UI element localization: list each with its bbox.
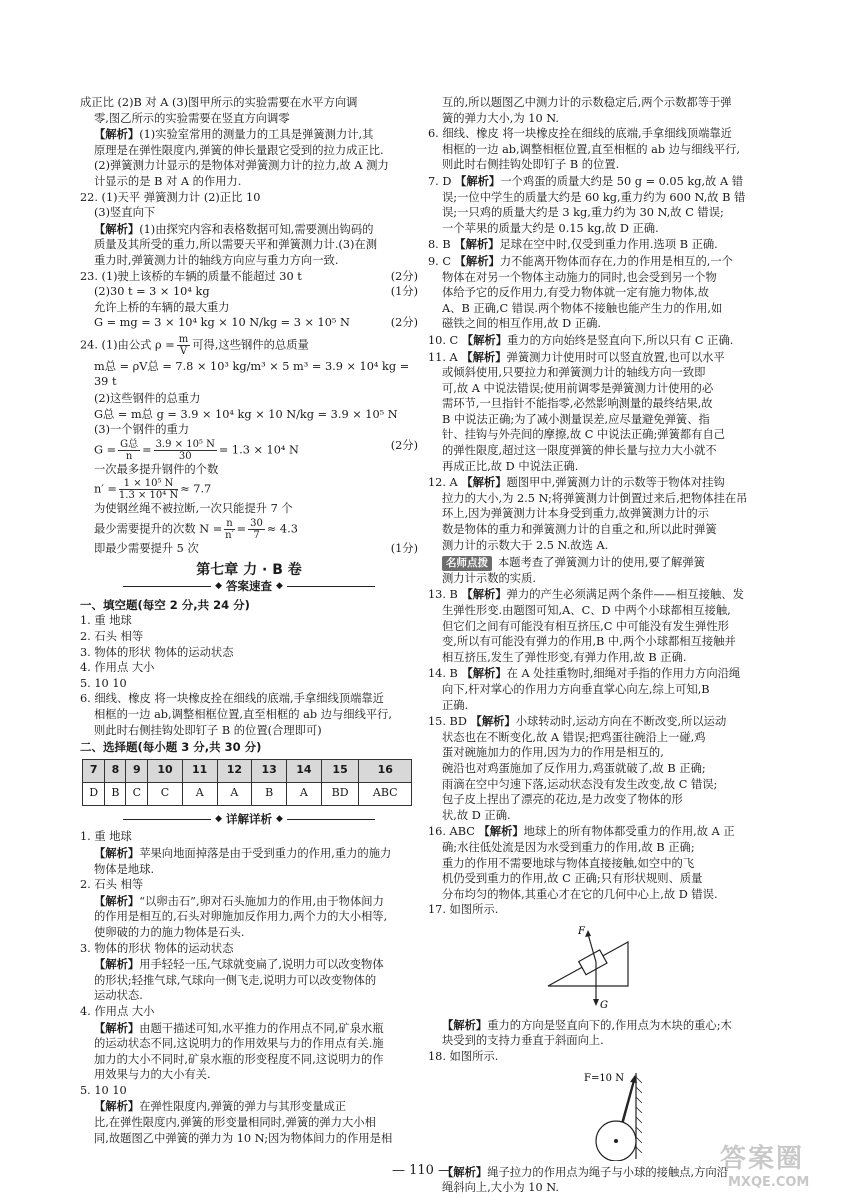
text-line: 状,故 D 正确. — [442, 808, 511, 822]
score: (2分) — [390, 316, 418, 330]
watermark-logo: 答案圈 MXQE.COM — [720, 1144, 810, 1190]
analysis-tag: 【解析】 — [470, 714, 516, 729]
table-header-cell: 16 — [359, 759, 412, 782]
text-line: 相框的一边 ab,调整相框位置,直至相框的 ab 边与细线平行, — [94, 708, 393, 721]
list-item: 4. 作用点 大小 — [80, 1004, 155, 1018]
analysis-tag: 【解析】 — [94, 1099, 140, 1114]
text-line: 包子皮上捏出了漂亮的花边,是力改变了物体的形 — [442, 793, 683, 807]
analysis-line: 【解析】(1)由探究内容和表格数据可知,需要测出钩码的 — [94, 221, 374, 236]
diamond-icon: ◆ — [276, 581, 283, 592]
formula-line: 最少需要提升的次数 N = $\frac{n}{n'}$ = $\frac{30}{7}$ ≈ 4.3 — [94, 518, 298, 542]
analysis-tag: 【解析】 — [454, 253, 500, 268]
formula-line: G = mg = 3 × 10⁴ kg × 10 N/kg = 3 × 10⁵ N (2分) — [94, 316, 418, 330]
rule-line — [123, 586, 211, 587]
text-line: 块受到的支持力垂直于斜面向上. — [442, 1034, 604, 1048]
list-item: 14. B 【解析】在 A 处挂重物时,细绳对手指的作用力方向沿绳 — [428, 666, 741, 681]
list-item: 5. 10 10 — [80, 1083, 127, 1097]
text-line: 需环节,一旦指针不能指零,必然影响测量的最终结果,故 — [442, 397, 713, 411]
table-header-cell: 10 — [148, 759, 183, 782]
text-line: 成正比 (2)B 对 A (3)图甲所示的实验需要在水平方向调 — [80, 96, 358, 109]
list-item: 15. BD 【解析】小球转动时,运动方向在不断改变,所以运动 — [428, 714, 727, 729]
analysis-line: 【解析】用手轻轻一压,气球就变扁了,说明力可以改变物体 — [94, 957, 384, 972]
text-line: 即最少需要提升 5 次 (1分) — [94, 542, 418, 556]
text-line: 雨滴在空中匀速下落,运动状态没有发生改变,故 C 错误; — [442, 777, 718, 791]
analysis-tag: 【解析】 — [461, 666, 507, 681]
list-item: 8. B 【解析】足球在空中时,仅受到重力作用.选项 B 正确. — [428, 237, 718, 252]
analysis-tag: 【解析】 — [94, 845, 140, 860]
list-item: 1. 重 地球 — [80, 830, 132, 844]
list-item: 16. ABC 【解析】地球上的所有物体都受重力的作用,故 A 正 — [428, 824, 735, 839]
text-line: 体给予它的反作用力,有受力物体就一定有施力物体,故 — [442, 286, 710, 300]
list-item: 1. 重 地球 — [80, 614, 132, 628]
formula-line: m总 = ρV总 = 7.8 × 10³ kg/m³ × 5 m³ = 3.9 × 10⁴ kg = 39 t — [94, 359, 410, 388]
fraction: $\frac{\text{G总}}{n}$ — [120, 438, 139, 462]
analysis-tag: 【解析】 — [461, 349, 507, 364]
analysis-line: 【解析】“以卵击石”,卵对石头施加力的作用,由于物体间力 — [94, 893, 384, 908]
text-line: 互的,所以题图乙中测力计的示数稳定后,两个示数都等于弹 — [442, 96, 732, 109]
text-line: (2)30 t = 3 × 10⁴ kg (1分) — [94, 285, 418, 299]
section-heading: 一、填空题(每空 2 分,共 24 分) — [80, 597, 250, 612]
score: (1分) — [390, 542, 418, 556]
page-number: — 110 — — [391, 1163, 452, 1178]
text-line: 分布均匀的物体,其重心才在它的几何中心上,故 D 错误. — [442, 887, 718, 901]
fraction: $\frac{\text{3.9 × 10⁵ N}}{30}$ — [155, 438, 215, 462]
text-line: 物体是地球. — [94, 862, 155, 876]
table-cell: C — [148, 782, 183, 805]
text-line: 运动状态. — [94, 989, 143, 1003]
text-line: 的运动状态不同,这说明力的作用效果与力的作用点有关.施 — [94, 1037, 384, 1051]
table-header-cell: 8 — [105, 759, 126, 782]
text-line: 环上,因为弹簧测力计本身受到重力,故弹簧测力计的示 — [442, 507, 710, 521]
text-line: 相互挤压,发生了弹性形变,有弹力作用,故 B 正确. — [442, 650, 687, 664]
table-header-cell: 15 — [321, 759, 359, 782]
diamond-icon: ◆ — [215, 813, 222, 824]
table-cell: B — [105, 782, 126, 805]
analysis-tag: 【解析】 — [94, 893, 140, 908]
list-item: 10. C 【解析】重力的方向始终是竖直向下,所以只有 C 正确. — [428, 332, 734, 347]
table-header-cell: 14 — [286, 759, 321, 782]
text-line: 状态也在不断变化,故 A 错误;把鸡蛋往碗沿上一碰,鸡 — [442, 730, 706, 744]
text-line: 簧的弹力大小,为 10 N. — [442, 111, 559, 125]
list-item: 2. 石头 相等 — [80, 878, 144, 892]
table-header-cell: 13 — [252, 759, 287, 782]
analysis-tag: 【解析】 — [478, 824, 524, 839]
text-line: 重力时,弹簧测力计的轴线方向应与重力方向一致. — [94, 253, 339, 267]
answer-23: 23. (1)驶上该桥的车辆的质量不能超过 30 t (2分) — [80, 269, 418, 283]
analysis-tag: 【解析】 — [461, 332, 507, 347]
text-line: (3)竖直向下 — [94, 206, 156, 220]
diamond-icon: ◆ — [215, 581, 222, 592]
text-line: 针、挂钩与外壳间的摩擦,故 C 中说法正确;弹簧都有自己 — [442, 428, 726, 442]
formula-line: n′ = $\frac{\text{1 × 10⁵ N}}{\text{1.3 × 10⁴ N}}$ ≈ 7.7 — [94, 478, 212, 502]
formula-line: G = $\frac{\text{G总}}{n}$ = $\frac{\text{3.9 × 10⁵ N}}{30}$ = 1.3 × 10⁴ N (2分) — [94, 438, 418, 462]
force-label: F=10 N — [584, 1072, 624, 1084]
table-header-cell: 11 — [182, 759, 217, 782]
text-line: 用效果与力的大小有关. — [94, 1068, 211, 1082]
formula-line: G总 = m总 g = 3.9 × 10⁴ kg × 10 N/kg = 3.9 × 10⁵ N — [94, 407, 398, 421]
analysis-line: 【解析】由题干描述可知,水平推力的作用点不同,矿泉水瓶 — [94, 1020, 384, 1035]
table-header-cell: 9 — [126, 759, 148, 782]
text-line: 向下,杆对掌心的作用力方向垂直掌心向左,综上可知,B — [442, 682, 710, 696]
analysis-tag: 【解析】 — [461, 587, 507, 602]
analysis-tag: 【解析】 — [442, 1017, 488, 1032]
score: (1分) — [390, 285, 418, 299]
list-item: 11. A 【解析】弹簧测力计使用时可以竖直放置,也可以水平 — [428, 349, 725, 364]
text-line: 蛋对碗施加力的作用,因为力的作用是相互的, — [442, 746, 664, 760]
text-line: (2)弹簧测力计显示的是物体对弹簧测力计的拉力,故 A 测力 — [94, 159, 389, 173]
left-column — [80, 96, 418, 1147]
text-line: 误;一位中学生的质量大约是 60 kg,重力约为 600 N,故 B 错 — [442, 190, 746, 204]
table-header-row — [83, 759, 412, 782]
section-banner: ◆ 详解详析 ◆ — [80, 812, 418, 827]
rule-line — [287, 819, 375, 820]
text-line: 磁铁之间的相互作用,故 D 正确. — [442, 317, 601, 331]
fraction: $\frac{n}{n'}$ — [225, 518, 234, 542]
text-line: 数是物体的重力和弹簧测力计的自重之和,所以此时弹簧 — [442, 523, 717, 537]
text-line: 允许上桥的车辆的最大重力 — [94, 300, 230, 314]
text-line: 误;一只鸡的质量大约是 3 kg,重力约为 30 N,故 C 错误; — [442, 206, 724, 220]
text-line: 再成正比,故 D 中说法正确. — [442, 459, 579, 473]
table-cell: D — [83, 782, 105, 805]
text-line: 的弹性限度,超过这一限度弹簧的伸长量与拉力大小就不 — [442, 444, 717, 458]
table-cell: ABC — [359, 782, 412, 805]
text-line: 生弹性形变.由题图可知,A、C、D 中两个小球都相互接触, — [442, 604, 731, 617]
analysis-tag: 【解析】 — [455, 173, 501, 188]
text-line: 则此时右侧挂钩处即钉子 B 的位置(合理即可) — [94, 723, 322, 737]
fraction: $\frac{30}{7}$ — [250, 518, 263, 542]
force-label-F: F — [578, 925, 585, 937]
section-heading: 二、选择题(每小题 3 分,共 30 分) — [80, 740, 262, 755]
list-item: 2. 石头 相等 — [80, 630, 144, 644]
tip-line: 名师点拨 本题考查了弹簧测力计的使用,要了解弹簧 — [428, 556, 768, 571]
text-line: 重力的作用不需要地球与物体直接接触,如空中的飞 — [442, 856, 695, 870]
text-line: (3)一个钢件的重力 — [94, 423, 190, 437]
text-line: A、B 正确,C 错误.两个物体不接触也能产生力的作用,如 — [442, 301, 723, 315]
incline-force-diagram — [428, 922, 768, 1014]
text-line: 的作用是相互的,石头对卵施加反作用力,两个力的大小相等, — [94, 910, 388, 924]
text-line: 可,故 A 中说法错误;使用前调零是弹簧测力计使用的必 — [442, 381, 714, 395]
text-line: 或倾斜使用,只要拉力和弹簧测力计的轴线方向一致即 — [442, 366, 706, 380]
analysis-tag: 【解析】 — [442, 1164, 488, 1179]
text-line: 一个苹果的质量大约是 0.15 kg,故 D 正确. — [442, 221, 659, 235]
text-line: 使卵破的力的施力物体是石头. — [94, 925, 245, 939]
text-line: 计显示的是 B 对 A 的作用力. — [94, 174, 242, 188]
text-line: 相框的一边 ab,调整相框位置,直至相框的 ab 边与细线平行, — [442, 142, 741, 156]
text-line: 物体在对另一个物体主动施力的同时,也会受到另一个物 — [442, 270, 717, 284]
text-line: 质量及其所受的重力,所以需要天平和弹簧测力计.(3)在测 — [94, 238, 378, 252]
rule-line — [123, 819, 211, 820]
answer-22: 22. (1)天平 弹簧测力计 (2)正比 10 — [80, 190, 261, 204]
table-header-cell: 12 — [217, 759, 252, 782]
text-line: B 中说法正确;为了减小测量误差,应尽量避免弹簧、指 — [442, 412, 710, 426]
analysis-line: 【解析】重力的方向是竖直向下的,作用点为木块的重心;木 — [442, 1017, 732, 1032]
text-line: 比,在弹性限度内,弹簧的形变量相同时,弹簧的弹力大小相 — [94, 1116, 376, 1130]
table-cell: A — [182, 782, 217, 805]
list-item: 3. 物体的形状 物体的运动状态 — [80, 941, 234, 955]
right-column — [428, 96, 768, 1197]
analysis-tag: 【解析】 — [94, 1020, 140, 1035]
table-header-cell: 7 — [83, 759, 105, 782]
score: (2分) — [390, 438, 418, 452]
text-line: 则此时右侧挂钩处即钉子 B 的位置. — [442, 158, 620, 172]
fraction: $\frac{m}{V}$ — [178, 333, 189, 357]
text-line: 确;水往低处流是因为水受到重力的作用,故 B 正确; — [442, 840, 695, 854]
text-line: (2)这些钢件的总重力 — [94, 392, 201, 406]
analysis-tag: 【解析】 — [94, 221, 140, 236]
analysis-tag: 【解析】 — [454, 237, 500, 252]
table-cell: A — [286, 782, 321, 805]
answer-24: 24. (1)由公式 ρ = $\frac{m}{V}$ 可得,这些钢件的总质量 — [80, 333, 309, 357]
table-cell: A — [217, 782, 252, 805]
text-line: 加力的大小不同时,矿泉水瓶的形变程度不同,这说明力的作 — [94, 1052, 384, 1066]
text-line: 一次最多提升钢件的个数 — [94, 462, 219, 476]
table-row — [83, 782, 412, 805]
table-cell: BD — [321, 782, 359, 805]
ball-rope-diagram — [428, 1069, 768, 1161]
list-item: 17. 如图所示. — [428, 903, 499, 917]
text-line: 机仍受到重力的作用,故 C 正确;只有形状规则、质量 — [442, 872, 703, 886]
chapter-title: 第七章 力 · B 卷 — [196, 561, 302, 578]
list-item: 18. 如图所示. — [428, 1050, 499, 1064]
text-line: 碗沿也对鸡蛋施加了反作用力,鸡蛋就破了,故 B 正确; — [442, 761, 706, 775]
list-item: 3. 物体的形状 物体的运动状态 — [80, 645, 234, 659]
text-line: 为使钢丝绳不被拉断,一次只能提升 7 个 — [94, 502, 293, 516]
fraction: $\frac{\text{1 × 10⁵ N}}{\text{1.3 × 10⁴ N}}$ — [118, 478, 179, 502]
list-item: 12. A 【解析】题图甲中,弹簧测力计的示数等于物体对挂钩 — [428, 475, 725, 490]
list-item: 13. B 【解析】弹力的产生必须满足两个条件——相互接触、发 — [428, 587, 744, 602]
text-line: 拉力的大小,为 2.5 N;将弹簧测力计倒置过来后,把物体挂在吊 — [442, 491, 748, 505]
table-cell: C — [126, 782, 148, 805]
text-line: 原理是在弹性限度内,弹簧的伸长量跟它受到的拉力成正比. — [94, 143, 384, 157]
text-line: 正确. — [442, 698, 469, 712]
list-item: 9. C 【解析】力不能离开物体而存在,力的作用是相互的,一个 — [428, 253, 733, 268]
text-line: 绳斜向上,大小为 10 N. — [442, 1181, 559, 1195]
diamond-icon: ◆ — [276, 813, 283, 824]
tip-badge: 名师点拨 — [442, 556, 492, 571]
analysis-tag: 【解析】 — [94, 127, 140, 142]
analysis-line: 【解析】绳子拉力的作用点为绳子与小球的接触点,方向沿 — [442, 1164, 729, 1179]
analysis-line: 【解析】在弹性限度内,弹簧的弹力与其形变量成正 — [94, 1099, 347, 1114]
text-line: 但它们之间有可能没有相互挤压,C 中可能没有发生弹性形 — [442, 619, 729, 633]
list-item: 6. 细线、橡皮 将一块橡皮拴在细线的底端,手拿细线顶端靠近 — [428, 127, 732, 141]
section-banner: ◆ 答案速查 ◆ — [80, 579, 418, 594]
text-line: 零,图乙所示的实验需要在竖直方向调零 — [94, 111, 290, 125]
rule-line — [287, 586, 375, 587]
text-line: 测力计的示数大于 2.5 N.故选 A. — [442, 538, 609, 552]
score: (2分) — [390, 269, 418, 283]
table-cell: B — [252, 782, 287, 805]
list-item: 5. 10 10 — [80, 676, 127, 690]
list-item: 6. 细线、橡皮 将一块橡皮拴在细线的底端,手拿细线顶端靠近 — [80, 692, 384, 706]
text-line: 测力计示数的实质. — [442, 571, 536, 585]
list-item: 4. 作用点 大小 — [80, 661, 155, 675]
list-item: 7. D 【解析】一个鸡蛋的质量大约是 50 g = 0.05 kg,故 A 错 — [428, 173, 743, 188]
text-line: 的形状;轻推气球,气球向一侧飞走,说明力可以改变物体的 — [94, 973, 377, 987]
force-label-G: G — [600, 999, 608, 1011]
text-line: 同,故题图乙中弹簧的弹力为 10 N;因为物体间力的作用是相 — [94, 1131, 393, 1145]
analysis-tag: 【解析】 — [94, 957, 140, 972]
analysis-tag: 【解析】 — [461, 475, 507, 490]
analysis-line: 【解析】(1)实验室常用的测量力的工具是弹簧测力计,其 — [94, 127, 374, 142]
answer-table — [82, 759, 412, 806]
analysis-line: 【解析】苹果向地面掉落是由于受到重力的作用,重力的施力 — [94, 845, 392, 860]
text-line: 变,所以有可能没有弹力的作用,B 中,两个小球都相互接触并 — [442, 635, 736, 649]
